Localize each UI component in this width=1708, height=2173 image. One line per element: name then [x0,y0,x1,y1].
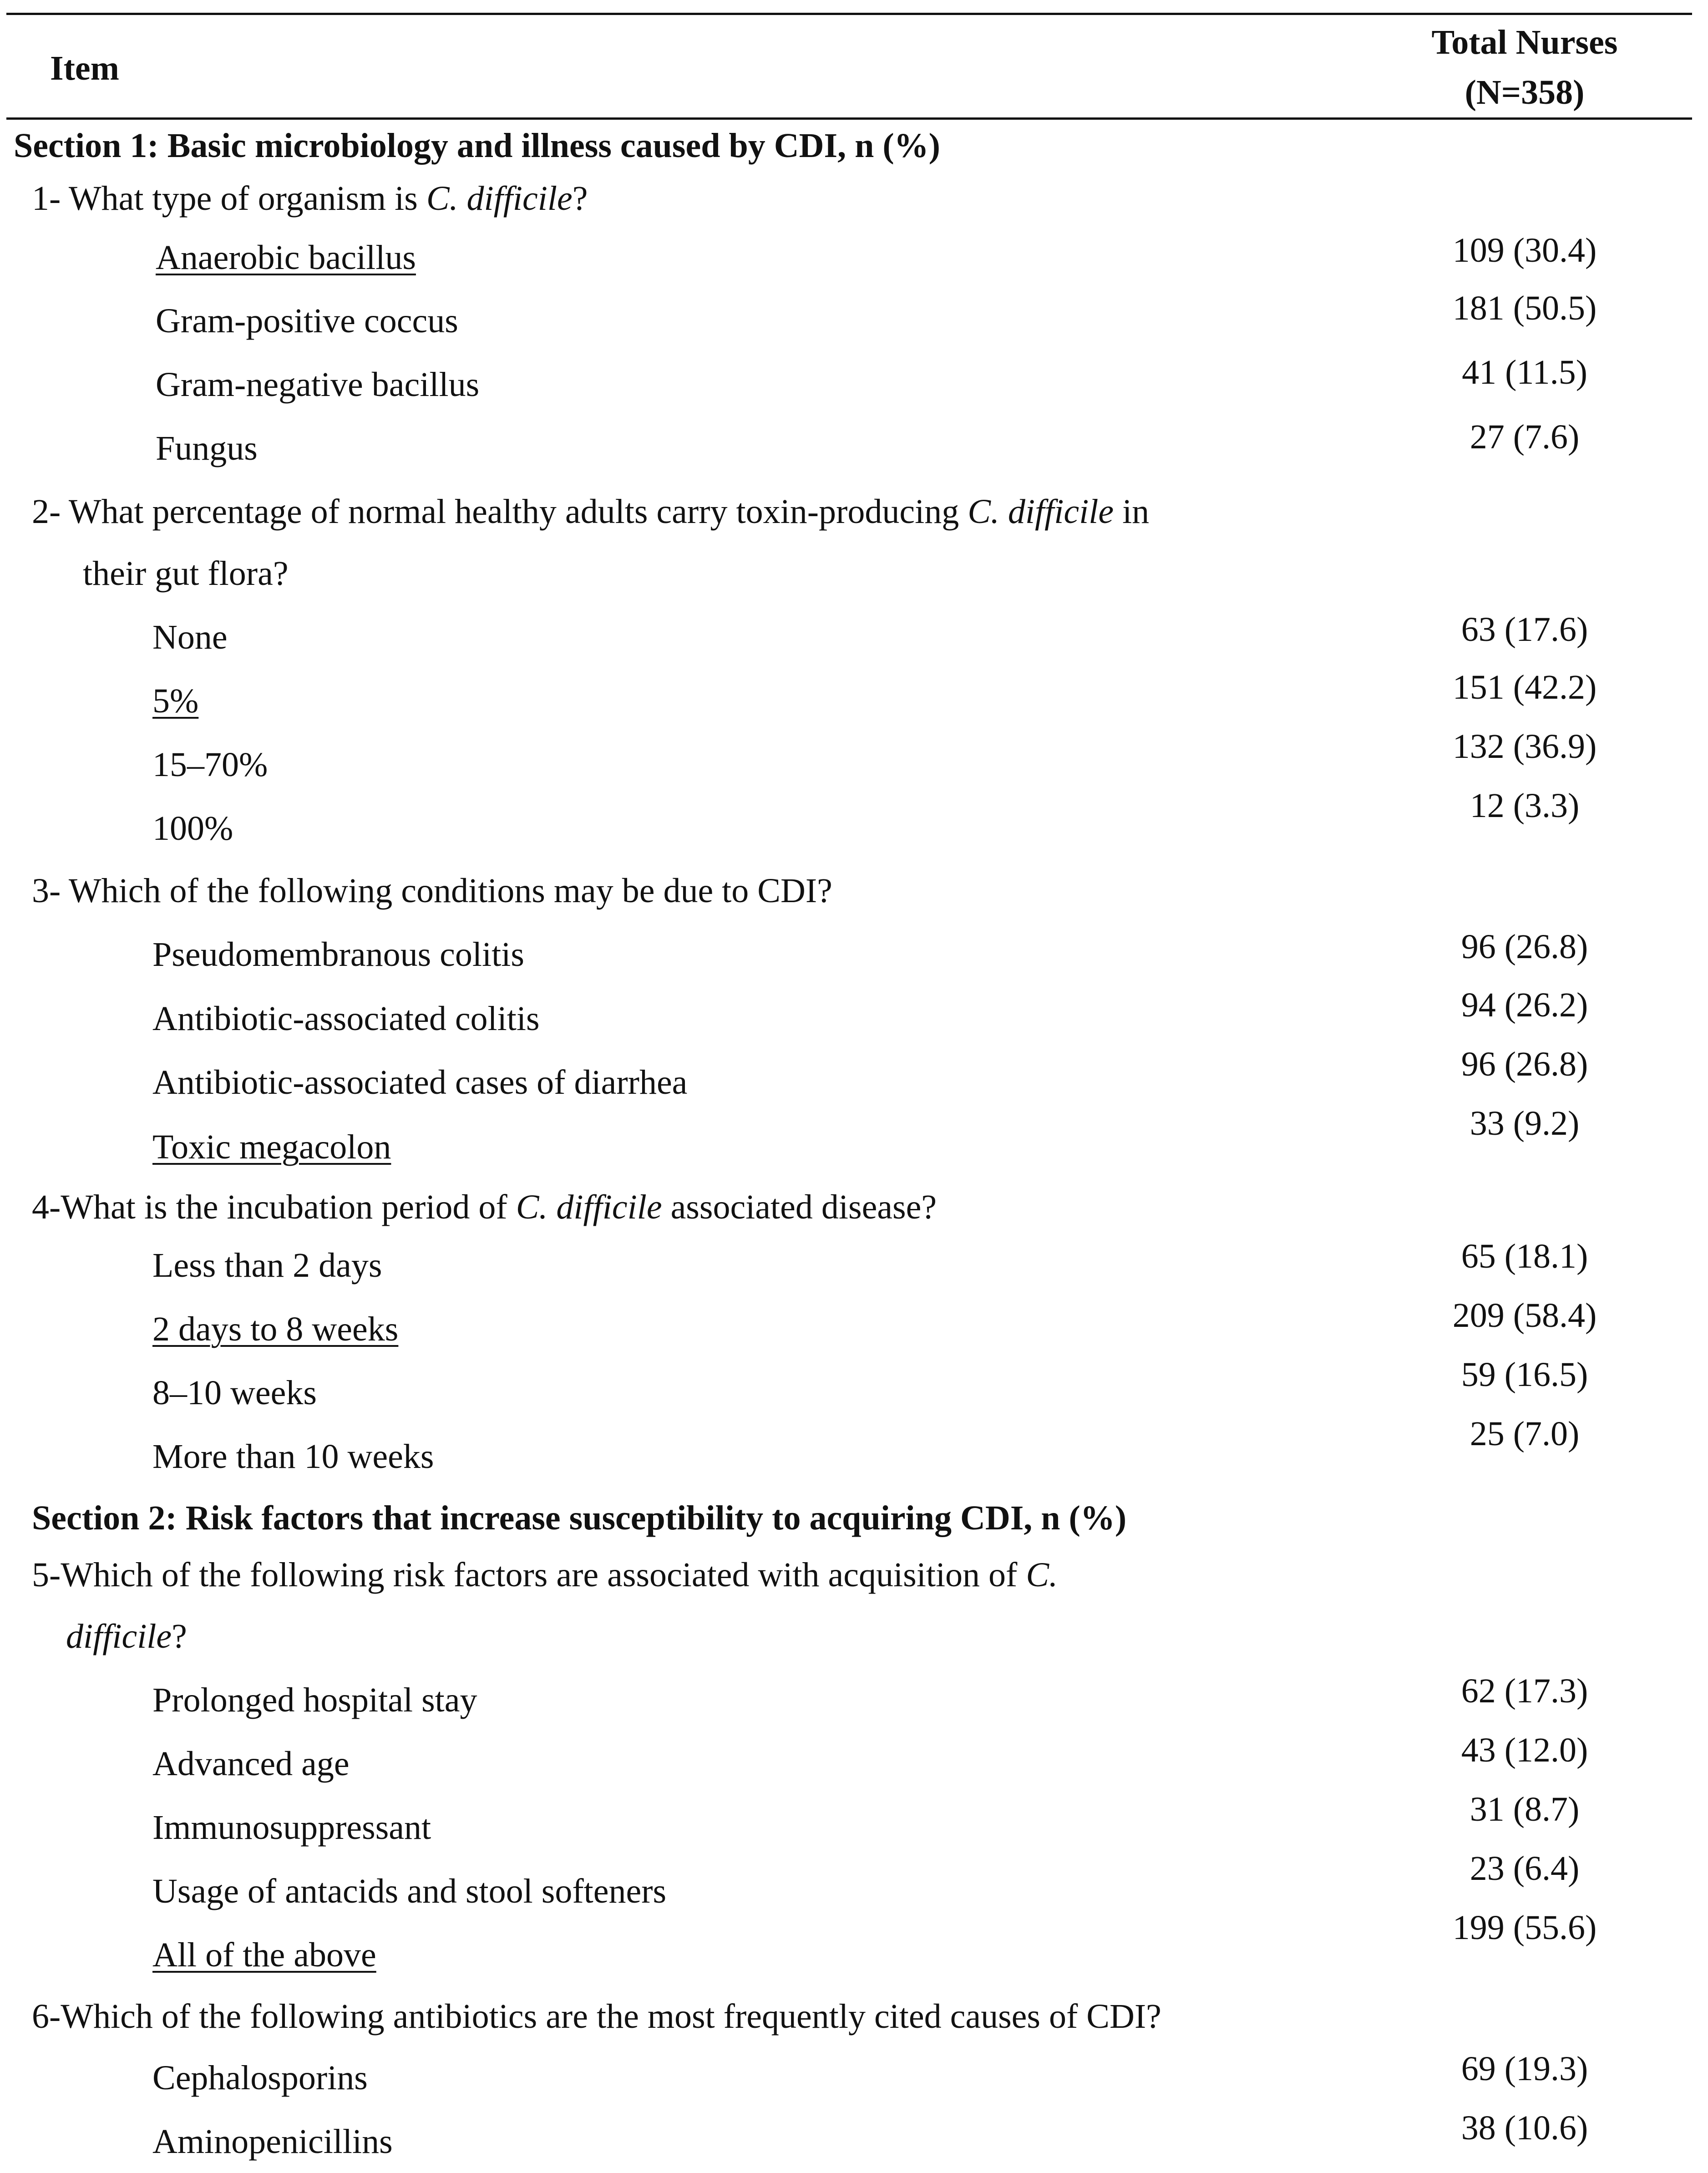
q4-option-4: More than 10 weeks [152,1437,434,1476]
q5-option-3-value: 31 (8.7) [1470,1790,1580,1828]
q1-option-3: Gram-negative bacillus [156,366,480,404]
q4-option-3-value: 59 (16.5) [1461,1356,1588,1394]
column-header-total-line1: Total Nurses [1431,23,1618,61]
q3-option-3-value: 96 (26.8) [1461,1045,1588,1083]
q3-option-2: Antibiotic-associated colitis [152,1000,540,1038]
question-6: 6-Which of the following antibiotics are the most frequently cited causes of CDI? [32,1997,1161,2036]
table-header-rule [6,117,1692,120]
q5-option-1: Prolonged hospital stay [152,1681,477,1719]
q1-option-3-value: 41 (11.5) [1462,353,1587,391]
question-1 [32,176,588,221]
q5-option-5-value: 199 (55.6) [1452,1909,1597,1947]
q1-option-4: Fungus [156,429,258,467]
question-5-suffix: ? [172,1617,187,1655]
q6-option-2-value: 38 (10.6) [1461,2109,1588,2147]
column-header-total-line2: (N=358) [1465,73,1585,112]
section-1-title: Section 1: Basic microbiology and illness caused by CDI, n (%) [14,127,940,165]
q2-option-2: 5% [152,682,199,720]
q5-option-1-value: 62 (17.3) [1461,1672,1588,1710]
q4-option-3: 8–10 weeks [152,1374,317,1412]
q5-option-4: Usage of antacids and stool softeners [152,1872,667,1910]
column-header-total-nurses [1402,17,1647,117]
question-2-organism: C. difficile [968,492,1114,531]
q5-option-2: Advanced age [152,1745,350,1783]
q5-option-4-value: 23 (6.4) [1470,1849,1580,1888]
question-1-organism: C. difficile [426,179,573,218]
section-2-title: Section 2: Risk factors that increase susceptibility to acquiring CDI, n (%) [32,1499,1127,1537]
q4-option-1: Less than 2 days [152,1246,382,1285]
question-2-line-2: their gut flora? [83,554,289,593]
question-3: 3- Which of the following conditions may be due to CDI? [32,872,832,910]
q4-option-1-value: 65 (18.1) [1461,1237,1588,1275]
question-5-organism-part-1: C. [1026,1556,1058,1594]
q1-option-2-value: 181 (50.5) [1452,289,1597,327]
question-4 [32,1184,937,1230]
question-2-suffix: in [1114,492,1150,531]
question-5-text: 5-Which of the following risk factors are associated with acquisition of [32,1556,1026,1594]
question-1-suffix: ? [572,179,588,218]
question-5 [32,1552,1058,1598]
q2-option-3: 15–70% [152,746,268,784]
q6-option-2: Aminopenicillins [152,2122,393,2161]
q3-option-4-value: 33 (9.2) [1470,1104,1580,1142]
question-4-suffix: associated disease? [662,1188,937,1226]
q5-option-2-value: 43 (12.0) [1461,1731,1588,1769]
q2-option-3-value: 132 (36.9) [1452,727,1597,766]
question-5-organism-part-2: difficile [66,1617,172,1655]
q1-option-2: Gram-positive coccus [156,302,458,340]
question-2-text: 2- What percentage of normal healthy adults carry toxin-producing [32,492,968,531]
column-header-item: Item [50,49,119,87]
q3-option-2-value: 94 (26.2) [1461,986,1588,1024]
q2-option-1: None [152,618,228,656]
q3-option-1: Pseudomembranous colitis [152,935,524,974]
q4-option-2-value: 209 (58.4) [1452,1296,1597,1335]
q3-option-3: Antibiotic-associated cases of diarrhea [152,1063,688,1102]
q6-option-1-value: 69 (19.3) [1461,2050,1588,2088]
q6-option-1: Cephalosporins [152,2059,368,2097]
q1-option-1: Anaerobic bacillus [156,239,416,277]
question-4-text: 4-What is the incubation period of [32,1188,516,1226]
question-1-text: 1- What type of organism is [32,179,426,218]
question-5-line-2 [66,1614,187,1659]
q5-option-5: All of the above [152,1936,376,1974]
q2-option-2-value: 151 (42.2) [1452,668,1597,706]
q2-option-1-value: 63 (17.6) [1461,610,1588,649]
q4-option-4-value: 25 (7.0) [1470,1415,1580,1453]
table-top-rule [6,13,1692,15]
question-2 [32,489,1149,534]
q2-option-4-value: 12 (3.3) [1470,787,1580,825]
q1-option-4-value: 27 (7.6) [1470,418,1580,456]
q4-option-2: 2 days to 8 weeks [152,1310,399,1348]
question-4-organism: C. difficile [516,1188,662,1226]
q2-option-4: 100% [152,809,233,848]
q1-option-1-value: 109 (30.4) [1452,231,1597,269]
q5-option-3: Immunosuppressant [152,1808,431,1847]
q3-option-4: Toxic megacolon [152,1128,391,1166]
q3-option-1-value: 96 (26.8) [1461,928,1588,966]
